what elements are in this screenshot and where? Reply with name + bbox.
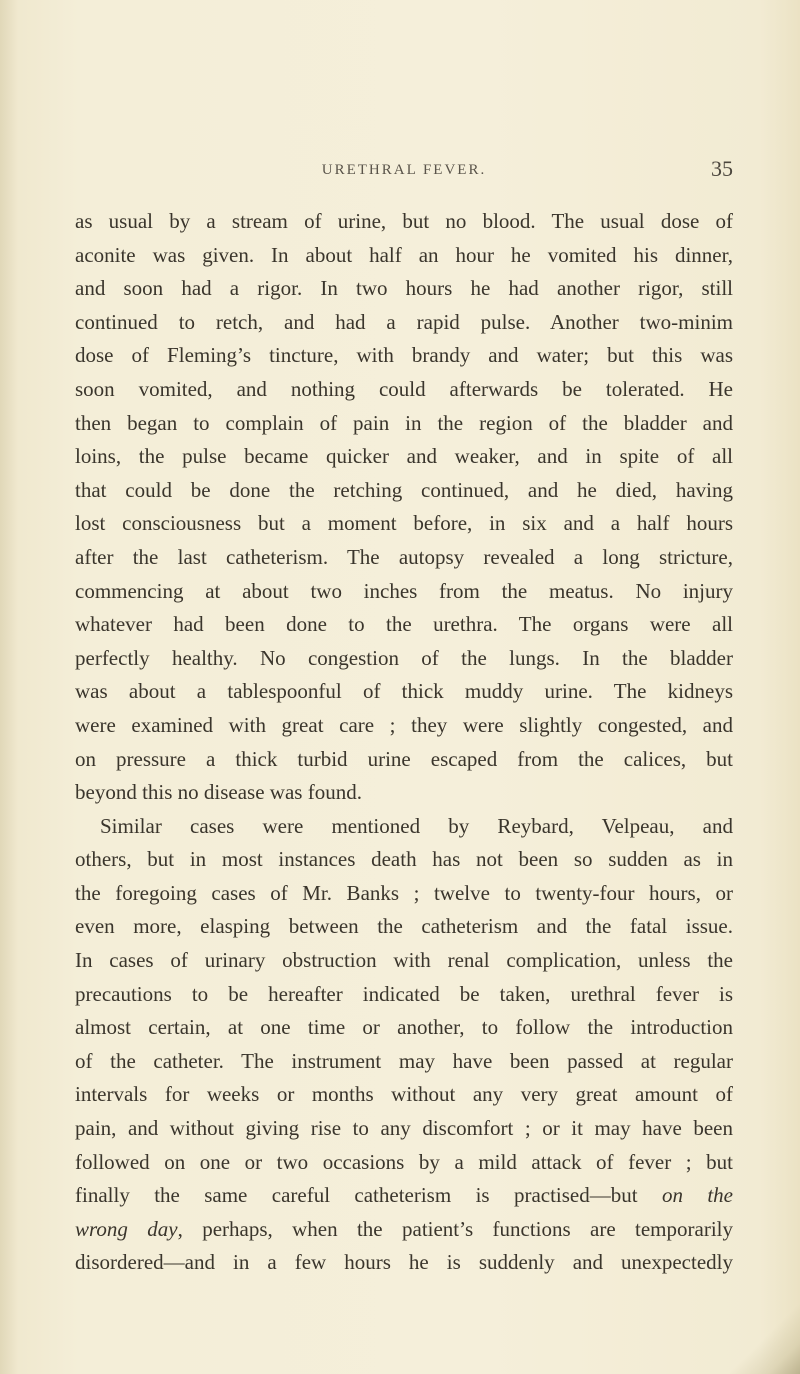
- page-gutter-shadow: [0, 0, 18, 1374]
- text-line: even more, elasping between the catheterism and the fatal issue.: [75, 914, 733, 939]
- text-line: lost consciousness but a moment before, in six and a half hours: [75, 511, 733, 536]
- body-text: [75, 205, 733, 1280]
- text-line: the foregoing cases of Mr. Banks ; twelve to twenty-four hours, or: [75, 880, 733, 905]
- text-line: aconite was given. In about half an hour he vomited his dinner,: [75, 242, 733, 267]
- text-line: were examined with great care ; they were slightly congested, and: [75, 712, 733, 737]
- text-line: that could be done the retching continued, and he died, having: [75, 477, 733, 502]
- text-segment: , perhaps, when the patient’s functions are temporarily: [177, 1216, 733, 1241]
- text-line-mixed: [75, 1179, 733, 1213]
- text-line: continued to retch, and had a rapid pulse. Another two-minim: [75, 309, 733, 334]
- text-line: whatever had been done to the urethra. The organs were all: [75, 612, 733, 637]
- text-line: almost certain, at one time or another, to follow the introduction: [75, 1015, 733, 1040]
- text-line: dose of Fleming’s tincture, with brandy and water; but this was: [75, 343, 733, 368]
- text-line: was about a tablespoonful of thick muddy urine. The kidneys: [75, 679, 733, 704]
- text-line: loins, the pulse became quicker and weaker, and in spite of all: [75, 444, 733, 469]
- text-line: perfectly healthy. No congestion of the lungs. In the bladder: [75, 645, 733, 670]
- text-line: after the last catheterism. The autopsy revealed a long stricture,: [75, 544, 733, 569]
- text-line: soon vomited, and nothing could afterwards be tolerated. He: [75, 376, 733, 401]
- text-segment: finally the same careful catheterism is practised—but: [75, 1183, 662, 1208]
- text-line: then began to complain of pain in the region of the bladder and: [75, 410, 733, 435]
- text-line: precautions to be hereafter indicated be taken, urethral fever is: [75, 981, 733, 1006]
- text-line: Similar cases were mentioned by Reybard, Velpeau, and: [100, 813, 733, 838]
- text-line: pain, and without giving rise to any discomfort ; or it may have been: [75, 1116, 733, 1141]
- page-header: [75, 156, 733, 192]
- text-line: In cases of urinary obstruction with renal complication, unless the: [75, 948, 733, 973]
- italic-text: wrong day: [75, 1216, 178, 1241]
- text-line: and soon had a rigor. In two hours he had another rigor, still: [75, 276, 733, 301]
- text-line-mixed: [75, 1213, 733, 1247]
- text-line: disordered—and in a few hours he is suddenly and unexpectedly: [75, 1250, 733, 1275]
- text-line: commencing at about two inches from the meatus. No injury: [75, 578, 733, 603]
- text-line: intervals for weeks or months without any very great amount of: [75, 1082, 733, 1107]
- page-number: 35: [711, 156, 733, 181]
- text-line: as usual by a stream of urine, but no blood. The usual dose of: [75, 209, 733, 233]
- running-title: URETHRAL FEVER.: [321, 162, 487, 178]
- italic-text: on the: [661, 1183, 733, 1208]
- text-line: followed on one or two occasions by a mild attack of fever ; but: [75, 1149, 733, 1174]
- page-corner-shadow: [730, 1284, 800, 1374]
- text-line: others, but in most instances death has not been so sudden as in: [75, 847, 733, 872]
- text-line: beyond this no disease was found.: [75, 780, 362, 805]
- text-line: of the catheter. The instrument may have been passed at regular: [75, 1048, 733, 1073]
- text-line: on pressure a thick turbid urine escaped from the calices, but: [75, 746, 733, 771]
